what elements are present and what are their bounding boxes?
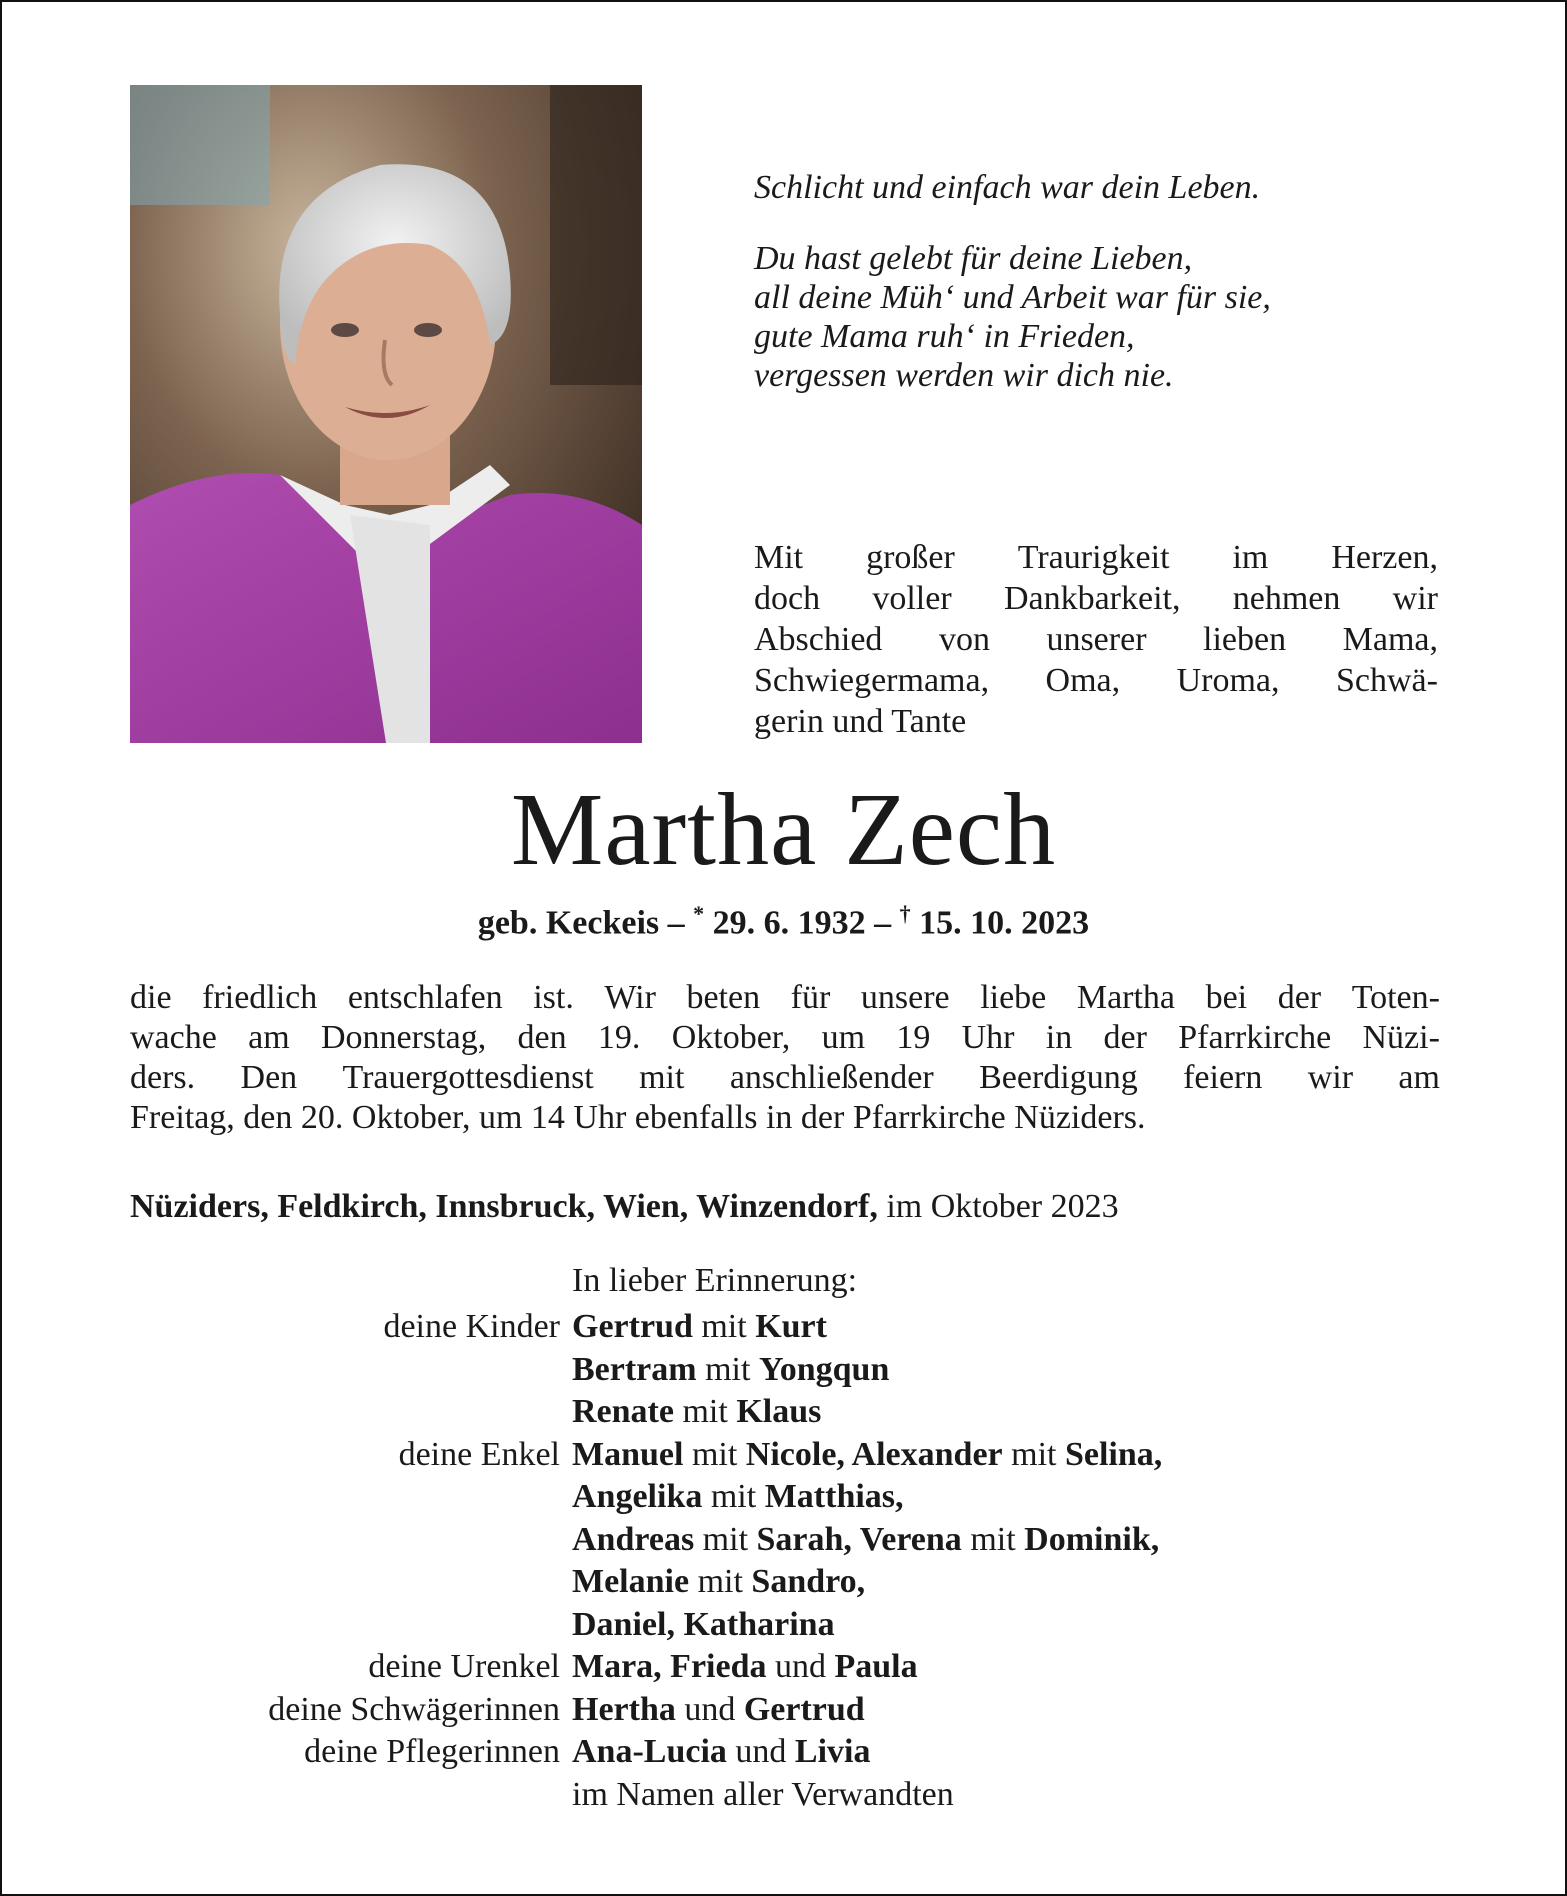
relative-name: Mara, Frieda	[572, 1648, 767, 1685]
relative-name: Sarah, Verena	[756, 1520, 962, 1558]
relative-name: Paula	[834, 1648, 918, 1685]
word: im	[1232, 539, 1269, 576]
poem-line: Schlicht und einfach war dein Leben.	[754, 169, 1261, 206]
intro-line	[754, 701, 1438, 742]
connector: mit	[961, 1520, 1025, 1558]
word: beten	[686, 979, 761, 1016]
relatives-row	[130, 1604, 1430, 1647]
birth-date: 29. 6. 1932 –	[704, 904, 900, 942]
word: 19.	[597, 1019, 641, 1056]
word: Herzen,	[1331, 539, 1438, 576]
word: Nüzi-	[1362, 1019, 1440, 1056]
portrait-photo	[130, 85, 642, 743]
deceased-name: Martha Zech	[510, 772, 1057, 887]
word: wir	[1307, 1059, 1354, 1096]
word: liebe	[980, 979, 1047, 1016]
birth-symbol: *	[693, 901, 705, 926]
relative-name: Gertrud	[743, 1690, 865, 1728]
relatives-row	[130, 1519, 1430, 1562]
body-line	[130, 1058, 1440, 1098]
connector: mit	[692, 1308, 756, 1345]
relative-name: Gertrud	[572, 1308, 693, 1345]
word: am	[248, 1019, 290, 1056]
poem	[754, 168, 1474, 395]
word: nehmen	[1232, 580, 1341, 617]
body-line	[130, 978, 1440, 1018]
relative-name: Dominik,	[1024, 1520, 1160, 1558]
word: Schwä-	[1336, 662, 1438, 699]
connector: und	[766, 1648, 835, 1685]
relatives-row	[130, 1434, 1430, 1477]
word: friedlich	[202, 979, 318, 1016]
intro-line	[754, 578, 1438, 619]
word: Abschied	[754, 621, 883, 658]
word: doch	[754, 580, 821, 617]
body-line	[130, 1098, 1440, 1138]
word: anschließender	[729, 1059, 934, 1096]
word: mit	[639, 1059, 685, 1096]
connector: mit	[694, 1520, 757, 1558]
word: feiern	[1183, 1059, 1263, 1096]
word: wache	[130, 1019, 217, 1056]
relative-name: Ana-Lucia	[572, 1733, 727, 1770]
death-symbol: †	[899, 901, 911, 926]
word: Beerdigung	[979, 1059, 1138, 1096]
word: unserer	[1046, 621, 1147, 658]
word: ders.	[130, 1059, 196, 1096]
intro-line	[754, 537, 1438, 578]
body-line-text: Freitag, den 20. Oktober, um 14 Uhr ebenfalls in der Pfarrkirche Nüziders.	[130, 1099, 1146, 1136]
relation-label: deine Schwägerinnen	[268, 1690, 560, 1728]
intro-text	[754, 537, 1438, 742]
word: Martha	[1076, 979, 1176, 1016]
word: Mit	[754, 539, 804, 576]
death-date: 15. 10. 2023	[910, 904, 1090, 942]
relative-name: Angelika	[572, 1478, 703, 1515]
relatives-row	[130, 1731, 1430, 1774]
relatives-row	[130, 1391, 1430, 1434]
relative-name: Klaus	[736, 1393, 822, 1430]
word: Uhr	[961, 1019, 1015, 1056]
relative-name: Livia	[794, 1733, 871, 1770]
connector: mit	[1002, 1435, 1065, 1473]
intro-line	[754, 660, 1438, 701]
memory-heading: In lieber Erinnerung:	[572, 1262, 858, 1299]
word: 19	[896, 1019, 931, 1056]
relative-name: Kurt	[755, 1308, 827, 1345]
word: der	[1277, 979, 1322, 1016]
relatives-row	[130, 1774, 1430, 1817]
relative-name: Matthias,	[764, 1478, 904, 1515]
connector: mit	[702, 1478, 765, 1515]
word: Den	[240, 1059, 298, 1096]
intro-line	[754, 619, 1438, 660]
connector: und	[726, 1733, 795, 1770]
word: gerin und Tante	[754, 703, 967, 740]
relative-name: Sandro,	[751, 1563, 866, 1600]
word: Traurigkeit	[1017, 539, 1170, 576]
poem-line: gute Mama ruh‘ in Frieden,	[754, 318, 1135, 355]
life-dates	[0, 892, 1567, 945]
relatives-row	[130, 1689, 1430, 1732]
relative-name: Manuel	[572, 1435, 684, 1473]
word: Oktober,	[671, 1019, 791, 1056]
word: wir	[1392, 580, 1438, 617]
places-bold: Nüziders, Feldkirch, Innsbruck, Wien, Winzendorf,	[130, 1188, 878, 1225]
word: in	[1045, 1019, 1073, 1056]
relation-label: deine Urenkel	[368, 1648, 560, 1685]
announcement-text	[130, 978, 1440, 1138]
word: von	[938, 621, 990, 658]
relative-name: Renate	[572, 1393, 674, 1430]
word: entschlafen	[347, 979, 503, 1016]
relation-label: deine Enkel	[398, 1435, 560, 1473]
word: der	[1103, 1019, 1147, 1056]
poem-line: all deine Müh‘ und Arbeit war für sie,	[754, 279, 1271, 316]
relative-name: Selina,	[1064, 1435, 1163, 1473]
body-line	[130, 1018, 1440, 1058]
word: Oma,	[1045, 662, 1121, 699]
relatives-row	[130, 1476, 1430, 1519]
relative-name: Hertha	[572, 1690, 676, 1728]
relative-name: Bertram	[572, 1350, 697, 1388]
word: Wir	[604, 979, 656, 1016]
relative-name: Andreas	[572, 1520, 695, 1558]
word: für	[790, 979, 831, 1016]
word: Dankbarkeit,	[1003, 580, 1181, 617]
poem-line: Du hast gelebt für deine Lieben,	[754, 240, 1193, 277]
poem-line: vergessen werden wir dich nie.	[754, 357, 1174, 394]
word: Donnerstag,	[320, 1019, 487, 1056]
word: Uroma,	[1176, 662, 1280, 699]
connector: mit	[683, 1435, 746, 1473]
relation-label: deine Kinder	[383, 1308, 560, 1345]
word: am	[1398, 1059, 1440, 1096]
connector: und	[675, 1690, 744, 1728]
word: den	[517, 1019, 567, 1056]
word: die	[130, 979, 172, 1016]
word: großer	[866, 539, 955, 576]
relative-name: Nicole, Alexander	[745, 1435, 1003, 1473]
relative-name: Daniel, Katharina	[572, 1605, 835, 1643]
relatives-list	[130, 1306, 1430, 1816]
word: voller	[872, 580, 952, 617]
connector: mit	[673, 1393, 737, 1430]
word: Mama,	[1342, 621, 1438, 658]
word: um	[821, 1019, 866, 1056]
relatives-row	[130, 1306, 1430, 1349]
closing-line: im Namen aller Verwandten	[572, 1775, 954, 1813]
places-date: im Oktober 2023	[877, 1188, 1119, 1225]
word: Pfarrkirche	[1178, 1019, 1332, 1056]
word: Schwiegermama,	[754, 662, 990, 699]
connector: mit	[696, 1350, 759, 1388]
relative-name: Melanie	[572, 1563, 690, 1600]
relation-label: deine Pflegerinnen	[304, 1733, 560, 1770]
word: bei	[1205, 979, 1248, 1016]
relative-name: Yongqun	[758, 1350, 890, 1388]
maiden-name: geb. Keckeis –	[477, 904, 694, 942]
word: unsere	[860, 979, 950, 1016]
word: Toten-	[1351, 979, 1440, 1016]
word: lieben	[1203, 621, 1287, 658]
relatives-row	[130, 1561, 1430, 1604]
word: ist.	[533, 979, 574, 1016]
word: Trauergottesdienst	[342, 1059, 594, 1096]
connector: mit	[689, 1563, 752, 1600]
relatives-row	[130, 1349, 1430, 1392]
relatives-row	[130, 1646, 1430, 1689]
places-line	[130, 1186, 1440, 1228]
